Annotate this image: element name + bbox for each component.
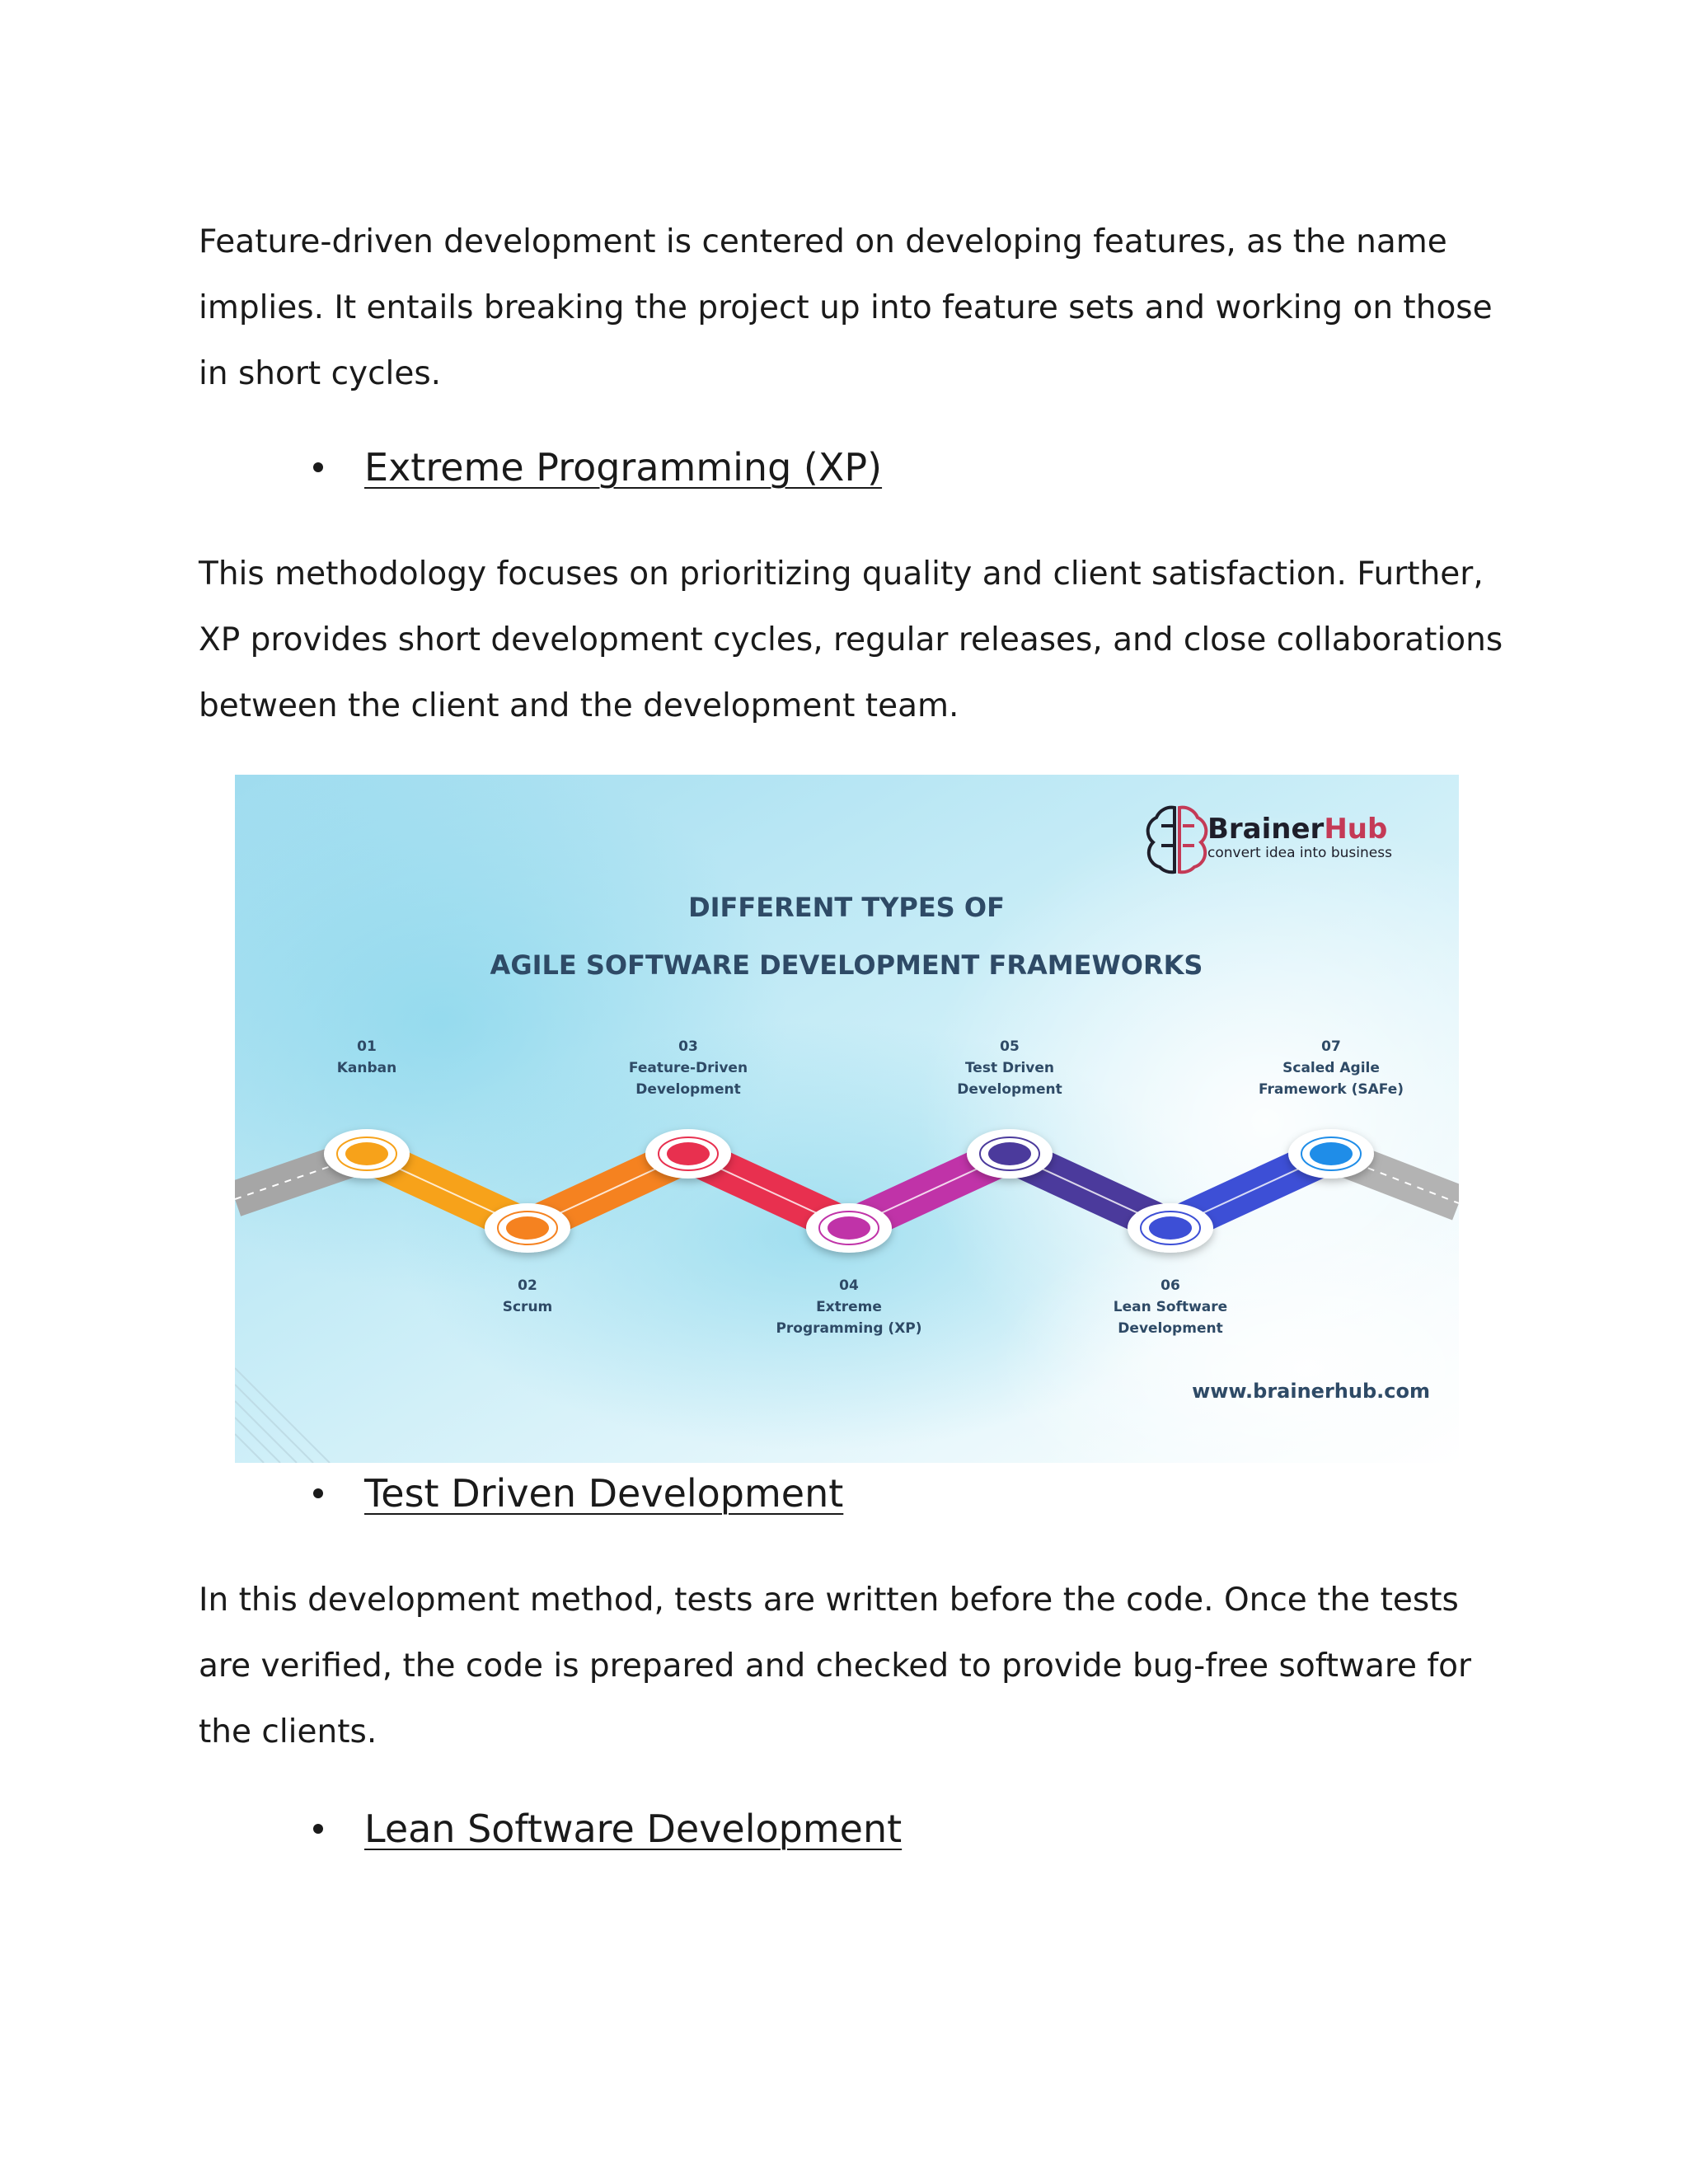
step-07-label-2: Framework (SAFe) — [1258, 1081, 1404, 1098]
infographic-title-line1: DIFFERENT TYPES OF — [688, 892, 1005, 923]
agile-frameworks-infographic — [235, 775, 1459, 1463]
step-06-label-0: 06 — [1160, 1277, 1180, 1294]
step-06-label-2: Development — [1118, 1320, 1223, 1337]
link-lean-software-development[interactable]: Lean Software Development — [364, 1807, 903, 1851]
step-04-label-0: 04 — [839, 1277, 859, 1294]
node-center-06 — [1149, 1216, 1192, 1240]
bullet-dot-icon — [313, 462, 323, 472]
node-center-07 — [1310, 1142, 1353, 1165]
step-05-label-0: 05 — [1000, 1038, 1020, 1055]
step-04-label-2: Programming (XP) — [776, 1320, 922, 1337]
step-05-label-2: Development — [957, 1081, 1062, 1098]
paragraph-xp: This methodology focuses on prioritizing quality and client satisfaction. Further, XP provides short development cycles, regular releases, and close collaborations between the client and the development team. — [199, 555, 1503, 724]
brand-tagline: convert idea into business — [1207, 845, 1392, 861]
node-center-01 — [345, 1142, 388, 1165]
step-07-label-1: Scaled Agile — [1282, 1060, 1380, 1076]
step-06-label-1: Lean Software — [1113, 1299, 1228, 1315]
link-extreme-programming[interactable]: Extreme Programming (XP) — [364, 445, 883, 490]
step-01-label-1: Kanban — [336, 1060, 397, 1076]
node-center-03 — [667, 1142, 710, 1165]
step-02-label-0: 02 — [518, 1277, 537, 1294]
paragraph-tdd: In this development method, tests are written before the code. Once the tests are verified, the code is prepared and checked to provide bug-free software for the clients. — [199, 1582, 1472, 1750]
step-03-label-1: Feature-Driven — [628, 1060, 748, 1076]
infographic-title-line2: AGILE SOFTWARE DEVELOPMENT FRAMEWORKS — [490, 949, 1203, 981]
node-center-04 — [828, 1216, 870, 1240]
node-center-05 — [988, 1142, 1031, 1165]
step-03-label-0: 03 — [678, 1038, 698, 1055]
bullet-dot-icon — [313, 1488, 323, 1498]
link-test-driven-development[interactable]: Test Driven Development — [364, 1471, 844, 1516]
step-05-label-1: Test Driven — [964, 1060, 1055, 1076]
bullet-dot-icon — [313, 1824, 323, 1834]
node-center-02 — [506, 1216, 549, 1240]
brand-name: BrainerHub — [1207, 813, 1388, 846]
step-01-label-0: 01 — [357, 1038, 377, 1055]
website-url[interactable]: www.brainerhub.com — [1192, 1380, 1430, 1403]
paragraph-feature-driven: Feature-driven development is centered on developing features, as the name implies. It entails breaking the project up into feature sets and working on those in short cycles. — [199, 223, 1493, 392]
step-04-label-1: Extreme — [816, 1299, 882, 1315]
step-03-label-2: Development — [635, 1081, 741, 1098]
step-07-label-0: 07 — [1321, 1038, 1341, 1055]
step-02-label-1: Scrum — [502, 1299, 553, 1315]
